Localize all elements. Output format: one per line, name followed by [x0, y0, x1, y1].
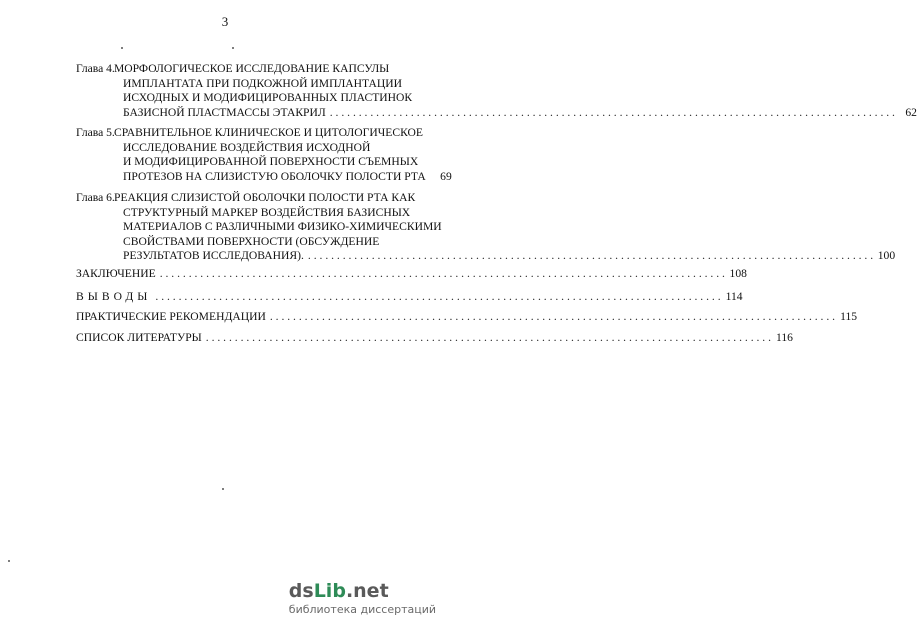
- dot-leader: [206, 331, 771, 344]
- page-ref: 100: [877, 249, 896, 263]
- toc-entry-chapter-6[interactable]: [76, 191, 896, 264]
- chapter-title-text: РЕЗУЛЬТАТОВ ИССЛЕДОВАНИЯ).: [123, 249, 304, 263]
- chapter-title-line: И МОДИФИЦИРОВАННОЙ ПОВЕРХНОСТИ СЪЕМНЫХ: [123, 155, 419, 169]
- page-ref: 115: [840, 310, 858, 323]
- page-number: 3: [221, 14, 229, 29]
- toc-entry-chapter-5[interactable]: [76, 126, 452, 184]
- chapter-title-line: ИССЛЕДОВАНИЕ ВОЗДЕЙСТВИЯ ИСХОДНОЙ: [123, 140, 371, 154]
- chapter-title-line: МОРФОЛОГИЧЕСКОЕ ИССЛЕДОВАНИЕ КАПСУЛЫ: [114, 62, 390, 75]
- toc-entry-recommendations[interactable]: [76, 310, 858, 323]
- dslib-watermark: [289, 580, 436, 616]
- dslib-logo: [289, 580, 436, 602]
- chapter-title-line: МАТЕРИАЛОВ С РАЗЛИЧНЫМИ ФИЗИКО-ХИМИЧЕСКИМИ: [123, 220, 442, 234]
- logo-main: ds: [288, 580, 314, 602]
- scan-speck: [121, 47, 123, 49]
- dot-leader: [270, 310, 835, 323]
- toc-entry-references[interactable]: [76, 331, 793, 344]
- logo-tail: .net: [345, 580, 389, 602]
- scan-speck: [222, 488, 224, 490]
- dot-leader: [160, 267, 725, 280]
- chapter-title-line-last: [114, 169, 452, 185]
- chapter-title-line-last: [114, 249, 896, 264]
- chapter-title-line: РЕАКЦИЯ СЛИЗИСТОЙ ОБОЛОЧКИ ПОЛОСТИ РТА КАК: [114, 191, 416, 204]
- entry-label: СПИСОК ЛИТЕРАТУРЫ: [76, 331, 202, 344]
- chapter-prefix: Глава 6.: [76, 191, 115, 204]
- toc-entry-chapter-4[interactable]: [76, 62, 917, 120]
- scan-speck: [232, 47, 234, 49]
- chapter-title-line: ИСХОДНЫХ И МОДИФИЦИРОВАННЫХ ПЛАСТИНОК: [123, 91, 413, 105]
- chapter-title-text: БАЗИСНОЙ ПЛАСТМАССЫ ЭТАКРИЛ: [123, 105, 326, 119]
- watermark-subtitle: библиотека диссертаций: [288, 603, 436, 616]
- toc-entry-conclusion[interactable]: [76, 267, 747, 280]
- chapter-title-line: СРАВНИТЕЛЬНОЕ КЛИНИЧЕСКОЕ И ЦИТОЛОГИЧЕСКОЕ: [114, 126, 423, 139]
- dot-leader: [308, 249, 873, 264]
- chapter-title-line: ИМПЛАНТАТА ПРИ ПОДКОЖНОЙ ИМПЛАНТАЦИИ: [123, 76, 403, 90]
- entry-label: ПРАКТИЧЕСКИЕ РЕКОМЕНДАЦИИ: [76, 310, 266, 323]
- chapter-title-line-last: [114, 105, 917, 121]
- scan-speck: [8, 560, 10, 562]
- chapter-prefix: Глава 4.: [76, 62, 115, 75]
- page-ref: 108: [729, 267, 747, 280]
- logo-accent: Lib: [313, 580, 346, 602]
- page-ref: 62: [905, 105, 917, 119]
- dot-leader: [155, 290, 720, 303]
- dot-leader: [330, 106, 895, 121]
- chapter-title-line: СТРУКТУРНЫЙ МАРКЕР ВОЗДЕЙСТВИЯ БАЗИСНЫХ: [123, 205, 411, 219]
- chapter-title-line: СВОЙСТВАМИ ПОВЕРХНОСТИ (ОБСУЖДЕНИЕ: [123, 234, 380, 248]
- page-ref: 116: [776, 331, 793, 344]
- chapter-title-text: ПРОТЕЗОВ НА СЛИЗИСТУЮ ОБОЛОЧКУ ПОЛОСТИ РТА: [123, 169, 426, 183]
- chapter-prefix: Глава 5.: [76, 126, 115, 139]
- toc-entry-findings[interactable]: [76, 290, 743, 303]
- page-ref: 69: [440, 169, 452, 183]
- page-ref: 114: [725, 290, 743, 303]
- entry-label: ЗАКЛЮЧЕНИЕ: [76, 267, 156, 280]
- entry-label: ВЫВОДЫ: [76, 290, 152, 303]
